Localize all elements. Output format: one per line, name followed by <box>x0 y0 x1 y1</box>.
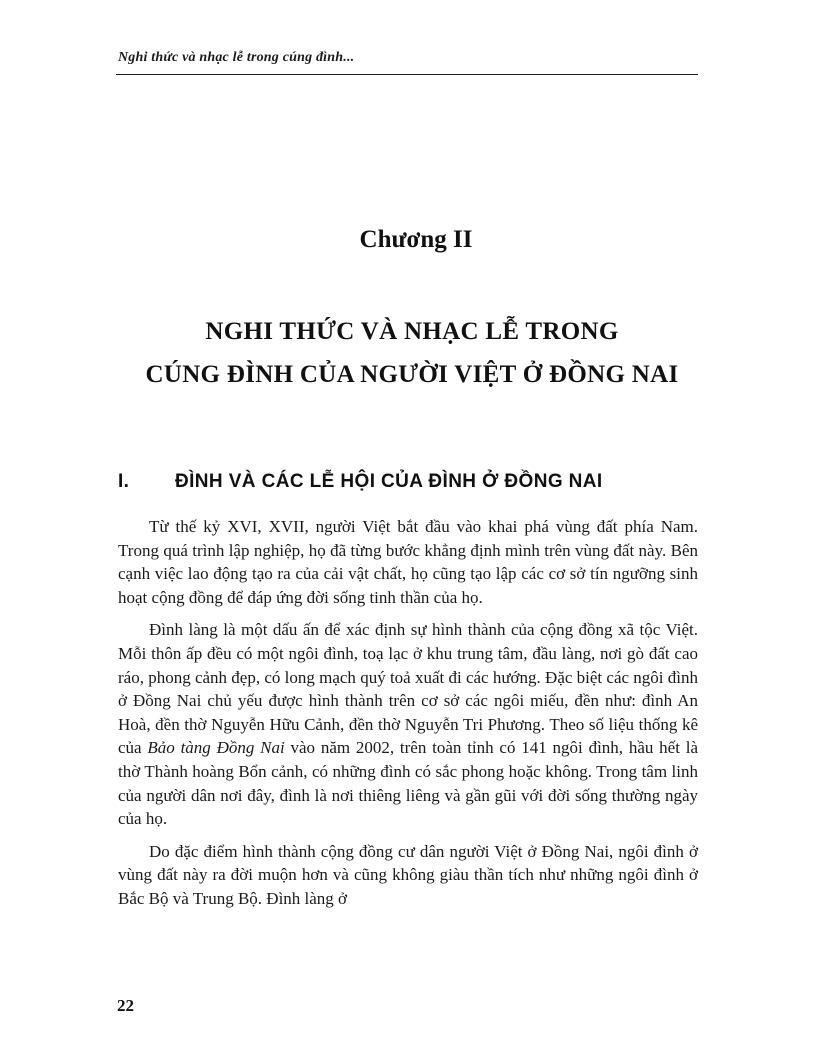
section-number: I. <box>118 471 130 492</box>
section-title: ĐÌNH VÀ CÁC LỄ HỘI CỦA ĐÌNH Ở ĐỒNG NAI <box>175 471 603 492</box>
paragraph-2-text-a: Đình làng là một dấu ấn để xác định sự hình thành của cộng đồng xã tộc Việt. Mỗi thôn ấp đều có một ngôi đình, toạ lạc ở khu trung tâm, đầu làng, nơi gò đất cao ráo, phong cảnh đẹp, có long mạch quý toả xuất đi các hướng. Đặc biệt các ngôi đình ở Đồng Nai chủ yếu được hình thành trên cơ sở các ngôi miếu, đền như: đình An Hoà, đền thờ Nguyễn Hữu Cảnh, đền thờ Nguyễn Tri Phương. Theo số liệu thống kê của <box>118 620 698 758</box>
section-heading <box>118 471 603 493</box>
chapter-title-line-1: NGHI THỨC VÀ NHẠC LỄ TRONG <box>205 318 619 345</box>
chapter-title <box>0 310 816 396</box>
body-text <box>118 515 698 920</box>
paragraph-2 <box>118 618 698 830</box>
paragraph-2-text-b: vào năm 2002, trên toàn tỉnh có 141 ngôi đình, hầu hết là thờ Thành hoàng Bổn cảnh, có những đình có sắc phong hoặc không. Trong tâm linh của người dân nơi đây, đình là nơi thiêng liêng và gần gũi với đời sống thường ngày của họ. <box>118 738 698 829</box>
paragraph-1: Từ thế kỷ XVI, XVII, người Việt bắt đầu vào khai phá vùng đất phía Nam. Trong quá trình lập nghiệp, họ đã từng bước khẳng định mình trên vùng đất này. Bên cạnh việc lao động tạo ra của cải vật chất, họ cũng tạo lập các cơ sở tín ngưỡng sinh hoạt cộng đồng để đáp ứng đời sống tinh thần của họ. <box>118 517 698 607</box>
header-rule <box>116 74 698 75</box>
page-number: 22 <box>117 996 134 1015</box>
running-header: Nghi thức và nhạc lễ trong cúng đình... <box>118 50 355 65</box>
paragraph-3: Do đặc điểm hình thành cộng đồng cư dân người Việt ở Đồng Nai, ngôi đình ở vùng đất này ra đời muộn hơn và cũng không giàu thần tích như những ngôi đình ở Bắc Bộ và Trung Bộ. Đình làng ở <box>118 841 698 908</box>
paragraph-2-italic-title: Bảo tàng Đồng Nai <box>147 738 285 758</box>
chapter-label: Chương II <box>359 226 473 253</box>
chapter-title-line-2: CÚNG ĐÌNH CỦA NGƯỜI VIỆT Ở ĐỒNG NAI <box>145 361 679 388</box>
